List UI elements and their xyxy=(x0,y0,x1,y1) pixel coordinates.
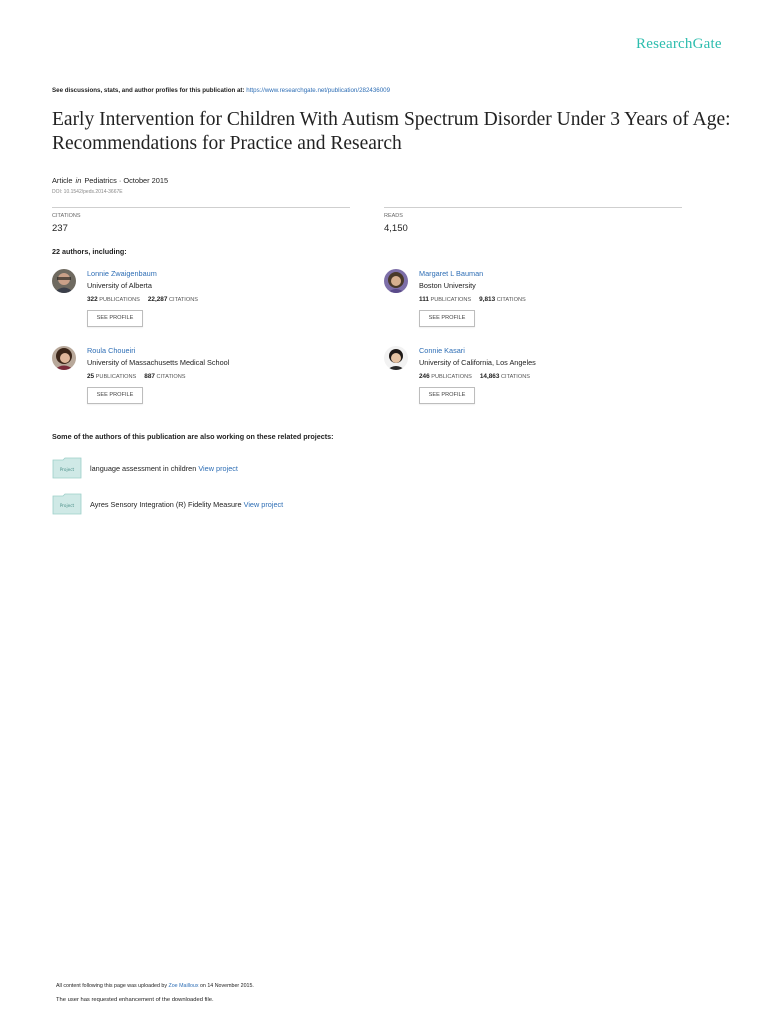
enhancement-note: The user has requested enhancement of the downloaded file. xyxy=(56,997,214,1003)
article-date: · October 2015 xyxy=(118,176,169,185)
see-profile-button[interactable]: SEE PROFILE xyxy=(87,310,143,327)
project-line xyxy=(90,500,283,509)
publications-count: 25 xyxy=(87,373,95,380)
author-institution: University of California, Los Angeles xyxy=(419,358,536,367)
publications-count: 111 xyxy=(419,296,429,303)
avatar[interactable] xyxy=(384,346,408,370)
project-icon-label: Project xyxy=(59,503,75,508)
article-in-word: in xyxy=(75,176,82,185)
author-institution: University of Massachusetts Medical School xyxy=(87,358,230,367)
author-stats xyxy=(87,373,186,380)
citations-count: 22,287 xyxy=(147,296,168,303)
author-name-link[interactable]: Connie Kasari xyxy=(419,346,465,355)
project-line xyxy=(90,464,238,473)
related-projects-heading: Some of the authors of this publication are also working on these related projects: xyxy=(52,432,334,441)
citations-label: CITATIONS xyxy=(52,213,81,219)
reads-divider xyxy=(384,207,682,208)
author-card xyxy=(384,346,684,416)
publications-label: PUBLICATIONS xyxy=(430,297,472,303)
project-name: language assessment in children xyxy=(90,464,197,473)
publications-label: PUBLICATIONS xyxy=(99,297,140,303)
citations-count: 887 xyxy=(144,373,155,380)
reads-value: 4,150 xyxy=(384,223,408,234)
article-meta xyxy=(52,176,168,185)
citations-count: 14,863 xyxy=(479,373,500,380)
author-name-link[interactable]: Margaret L Bauman xyxy=(419,269,484,278)
author-institution: University of Alberta xyxy=(87,281,152,290)
author-card xyxy=(384,269,684,339)
avatar[interactable] xyxy=(52,346,76,370)
publications-count: 322 xyxy=(87,296,98,303)
article-title: Early Intervention for Children With Autism Spectrum Disorder Under 3 Years of Age: Recommendations for Practice and Research xyxy=(52,109,731,154)
citations-label: CITATIONS xyxy=(500,374,530,380)
citations-label: CITATIONS xyxy=(168,297,198,303)
citations-value: 237 xyxy=(52,223,68,234)
view-project-link[interactable]: View project xyxy=(198,464,238,473)
project-folder-icon xyxy=(52,457,82,479)
author-card xyxy=(52,346,352,416)
avatar[interactable] xyxy=(384,269,408,293)
project-folder-icon xyxy=(52,493,82,515)
see-profile-button[interactable]: SEE PROFILE xyxy=(419,310,475,327)
publications-label: PUBLICATIONS xyxy=(431,374,472,380)
see-profile-button[interactable]: SEE PROFILE xyxy=(87,387,143,404)
author-stats xyxy=(419,296,526,303)
uploader-link[interactable]: Zoe Mailloux xyxy=(168,983,199,989)
citations-label: CITATIONS xyxy=(496,297,526,303)
project-name: Ayres Sensory Integration (R) Fidelity Measure xyxy=(90,500,242,509)
authors-heading: 22 authors, including: xyxy=(52,247,127,256)
upload-prefix: All content following this page was uploaded by xyxy=(56,983,169,989)
journal-name: Pediatrics xyxy=(84,176,117,185)
author-name-link[interactable]: Lonnie Zwaigenbaum xyxy=(87,269,157,278)
upload-suffix: on 14 November 2015. xyxy=(198,983,254,989)
publications-count: 246 xyxy=(419,373,430,380)
avatar[interactable] xyxy=(52,269,76,293)
citations-label: CITATIONS xyxy=(156,374,186,380)
author-name-link[interactable]: Roula Choueiri xyxy=(87,346,136,355)
article-doi: DOI: 10.1542/peds.2014-3667E xyxy=(52,189,123,195)
author-stats xyxy=(87,296,198,303)
author-card xyxy=(52,269,352,339)
upload-note xyxy=(56,983,254,989)
researchgate-logo[interactable]: ResearchGate xyxy=(636,36,722,52)
publication-url-link[interactable]: https://www.researchgate.net/publication/282436009 xyxy=(246,87,391,94)
discussion-line xyxy=(52,87,390,94)
author-stats xyxy=(419,373,530,380)
view-project-link[interactable]: View project xyxy=(243,500,284,509)
publications-label: PUBLICATIONS xyxy=(95,374,137,380)
see-profile-button[interactable]: SEE PROFILE xyxy=(419,387,475,404)
project-icon-label: Project xyxy=(59,467,75,472)
discussion-prefix: See discussions, stats, and author profiles for this publication at: xyxy=(52,87,247,94)
reads-label: READS xyxy=(384,213,403,219)
citations-count: 9,813 xyxy=(479,296,496,303)
author-institution: Boston University xyxy=(419,281,476,290)
article-type: Article xyxy=(52,176,73,185)
citations-divider xyxy=(52,207,350,208)
